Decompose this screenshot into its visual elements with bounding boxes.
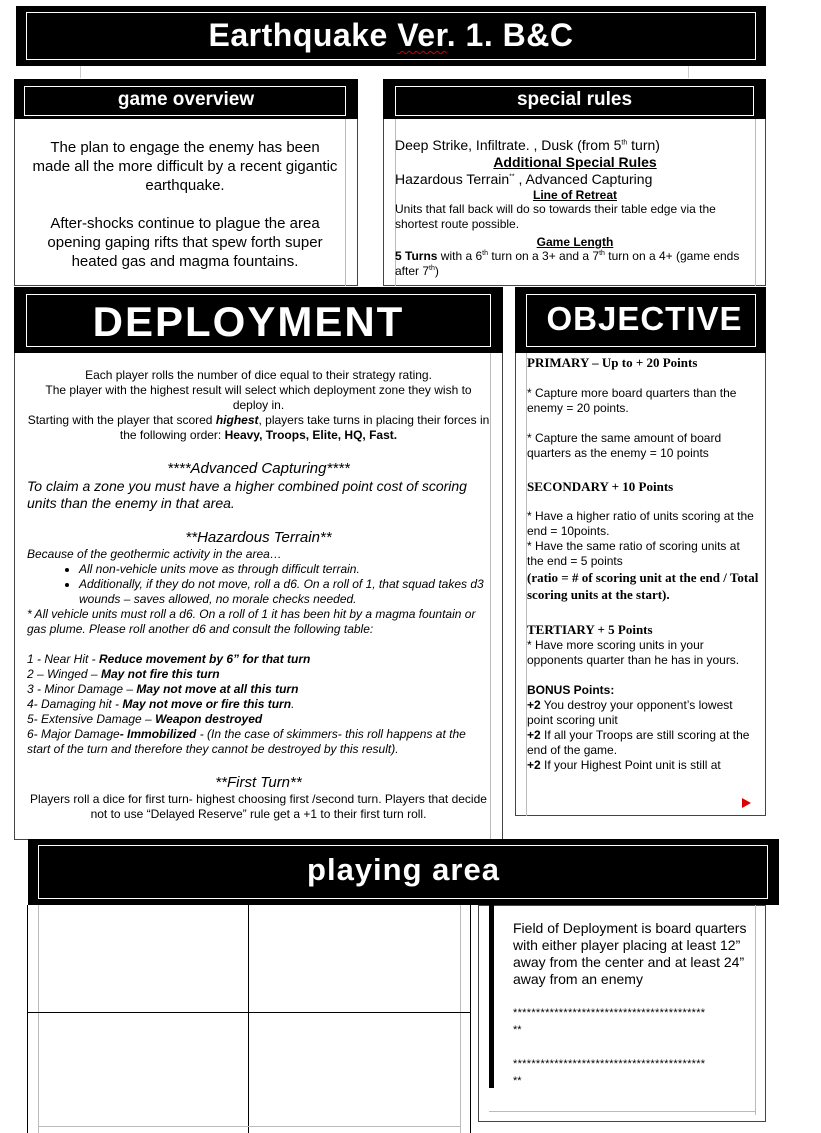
deployment-header [14, 287, 503, 353]
deployment-heading: DEPLOYMENT [92, 298, 405, 345]
hazardous-terrain-intro: Because of the geothermic activity in the area… [27, 547, 282, 561]
playing-area-header [28, 839, 779, 905]
first-turn-heading: **First Turn** [215, 774, 302, 791]
hazardous-terrain-heading: **Hazardous Terrain** [185, 529, 332, 546]
map-bottom-line [38, 1126, 461, 1127]
field-of-deployment-text: Field of Deployment is board quarters with either player placing at least 12” away from the center and at least 24” away from an enemy [513, 920, 747, 987]
vehicle-rule-text: * All vehicle units must roll a d6. On a roll of 1 it has been hit by a magma fountain or gas plume. Please roll another d6 and consult the following table: [27, 607, 476, 636]
game-overview-divider [345, 118, 346, 286]
layout-guide [688, 66, 689, 78]
game-overview-text [30, 138, 340, 271]
objective-heading: OBJECTIVE [546, 300, 743, 337]
damage-row: 3 - Minor Damage – May not move at all this turn [27, 682, 299, 696]
tertiary-heading: TERTIARY + 5 Points [527, 622, 653, 637]
game-overview-para-2: After-shocks continue to plague the area opening gaping rifts that spew forth super heated gas and magma fountains. [47, 215, 323, 270]
deployment-intro-3: Starting with the player that scored highest, players take turns in placing their forces in the following order: Heavy, Troops, Elite, HQ, Fast. [27, 413, 490, 442]
text-overflow-marker-icon[interactable] [742, 798, 751, 808]
damage-table [27, 652, 490, 757]
primary-item: * Capture more board quarters than the enemy = 20 points. [527, 386, 737, 415]
map-horizontal-divider [28, 1012, 471, 1013]
objective-text [527, 355, 759, 773]
deployment-divider [490, 352, 491, 840]
advanced-capturing-text: To claim a zone you must have a higher combined point cost of scoring units than the enemy in that area. [27, 478, 467, 511]
first-turn-text: Players roll a dice for first turn- highest choosing first /second turn. Players that decide not to use “Delayed Reserve” rule get a +1 to their first turn roll. [30, 792, 487, 821]
additional-rules-heading: Additional Special Rules [493, 154, 657, 170]
special-rules-line-2: Hazardous Terrain** , Advanced Capturing [395, 171, 653, 187]
damage-row: 5- Extensive Damage – Weapon destroyed [27, 712, 263, 726]
primary-heading: PRIMARY – Up to + 20 Points [527, 355, 698, 370]
deployment-text [27, 368, 490, 822]
special-rules-heading: special rules [516, 89, 633, 110]
damage-row: 6- Major Damage- Immobilized - (In the case of skimmers- this roll happens at the start of the turn and therefore they cannot be destroyed by this result). [27, 727, 466, 756]
game-overview-header [14, 79, 358, 119]
deployment-intro-1: Each player rolls the number of dice equal to their strategy rating. [85, 368, 432, 382]
special-rules-header [383, 79, 766, 119]
map-vertical-divider [248, 905, 249, 1133]
stars-line: ** [513, 1075, 522, 1087]
spellcheck-flagged-word: Ver [397, 17, 447, 53]
playing-area-divider [755, 905, 756, 1115]
layout-guide [80, 66, 81, 78]
deployment-intro-2: The player with the highest result will select which deployment zone they wish to deploy in. [45, 383, 472, 412]
map-grid [28, 905, 471, 1133]
bonus-item: +2 If all your Troops are still scoring at the end of the game. [527, 728, 750, 757]
line-of-retreat-heading: Line of Retreat [532, 188, 617, 202]
list-item: • Additionally, if they do not move, roll a d6. On a roll of 1, that squad takes d3 wounds – saves allowed, no morale checks needed. [79, 577, 490, 607]
playing-area-text [513, 920, 755, 1090]
hazardous-terrain-list [27, 562, 490, 607]
game-overview-para-1: The plan to engage the enemy has been made all the more difficult by a recent gigantic earthquake. [32, 139, 338, 194]
line-of-retreat-text: Units that fall back will do so towards their table edge via the shortest route possible. [395, 202, 716, 231]
playing-area-heading: playing area [307, 852, 500, 887]
secondary-heading: SECONDARY + 10 Points [527, 479, 674, 494]
game-overview-heading: game overview [117, 89, 255, 110]
stars-line: ** [513, 1024, 522, 1036]
playing-area-divider [489, 1111, 755, 1112]
stars-line: ****************************************** [513, 1058, 706, 1070]
bonus-heading: BONUS Points: [527, 683, 615, 697]
secondary-item: * Have the same ratio of scoring units at the end = 5 points [527, 539, 740, 568]
playing-area-divider [489, 905, 494, 1088]
primary-item: * Capture the same amount of board quarters as the enemy = 10 points [527, 431, 722, 460]
game-length-text: 5 Turns with a 6th turn on a 3+ and a 7th turn on a 4+ (game ends after 7th) [395, 249, 740, 278]
objective-header [515, 287, 766, 353]
special-rules-divider [755, 118, 756, 286]
damage-row: 4- Damaging hit - May not move or fire this turn. [27, 697, 295, 711]
secondary-ratio: (ratio = # of scoring unit at the end / Total scoring units at the start). [527, 570, 759, 602]
damage-row: 2 – Winged – May not fire this turn [27, 667, 220, 681]
damage-row: 1 - Near Hit - Reduce movement by 6” for that turn [27, 652, 311, 666]
bonus-item: +2 If your Highest Point unit is still at [527, 758, 721, 772]
bonus-item: +2 You destroy your opponent’s lowest point scoring unit [527, 698, 733, 727]
advanced-capturing-heading: ****Advanced Capturing**** [167, 460, 350, 477]
stars-line: ****************************************** [513, 1007, 706, 1019]
game-length-heading: Game Length [536, 235, 614, 249]
special-rules-line-1: Deep Strike, Infiltrate. , Dusk (from 5th turn) [395, 137, 660, 153]
list-item: • All non-vehicle units move as through difficult terrain. [79, 562, 490, 577]
tertiary-item: * Have more scoring units in your opponents quarter than he has in yours. [527, 638, 740, 667]
secondary-item: * Have a higher ratio of units scoring at the end = 10points. [527, 509, 754, 538]
page-title: Earthquake Ver. 1. B&C [208, 17, 574, 53]
title-banner [16, 6, 766, 66]
special-rules-text [395, 137, 755, 279]
